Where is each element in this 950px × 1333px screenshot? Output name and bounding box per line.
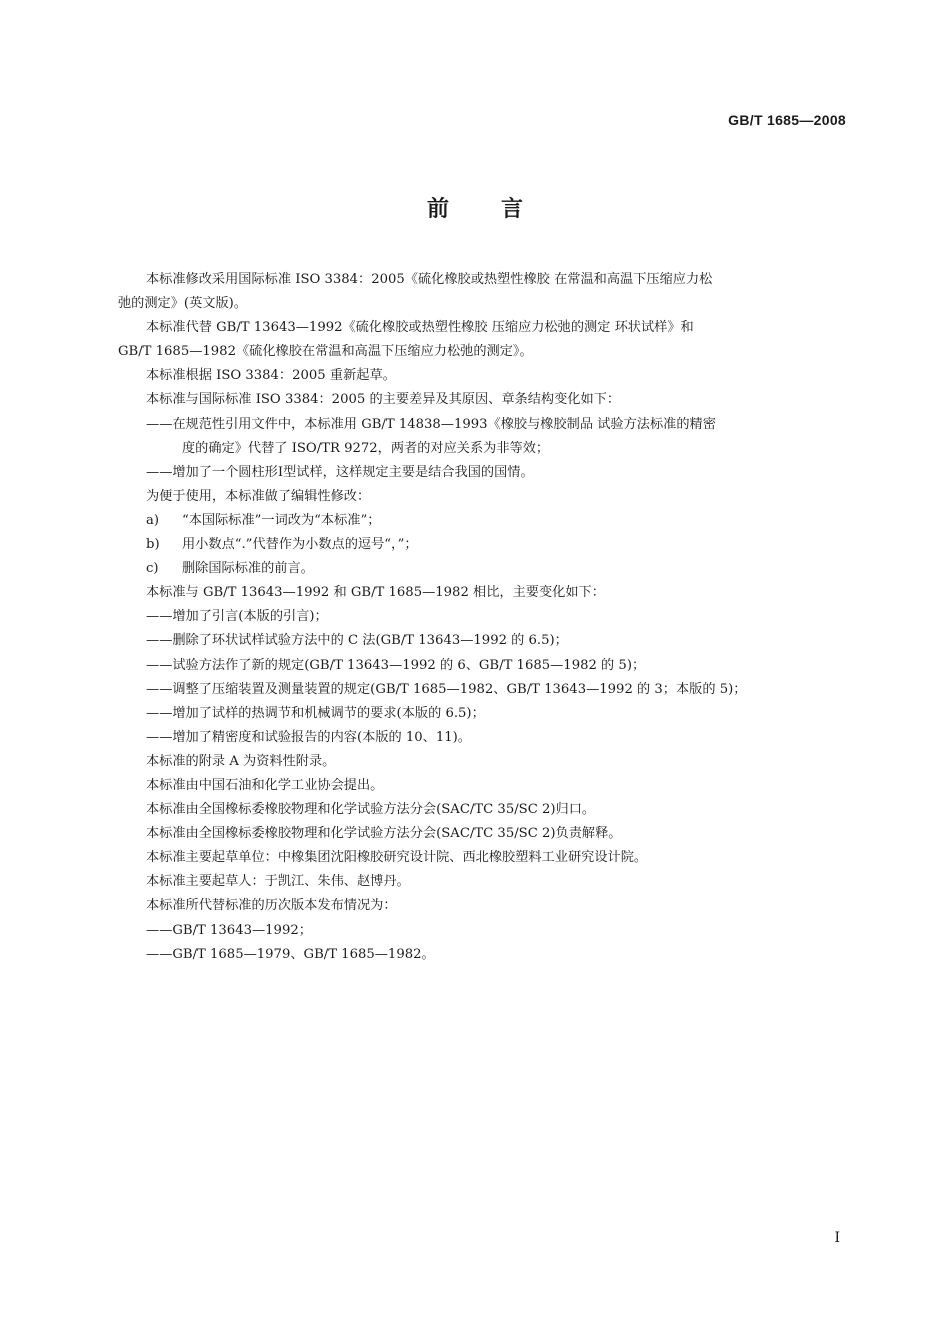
text-line <box>118 581 852 605</box>
text-line <box>118 774 852 798</box>
line-text: ——试验方法作了新的规定(GB/T 13643—1992 的 6、GB/T 1685—1982 的 5)； <box>146 657 646 673</box>
list-label: c) <box>146 561 159 577</box>
text-line <box>118 798 852 822</box>
text-line <box>118 629 852 653</box>
line-text: ——增加了精密度和试验报告的内容(本版的 10、11)。 <box>146 729 471 745</box>
line-text: 本标准根据 ISO 3384：2005 重新起草。 <box>146 368 396 384</box>
line-text: ——增加了一个圆柱形Ⅰ型试样，这样规定主要是结合我国的国情。 <box>146 464 534 480</box>
line-text: 本标准的附录 A 为资料性附录。 <box>146 753 336 769</box>
text-line <box>118 870 852 894</box>
text-line <box>118 292 852 316</box>
list-label: b) <box>146 537 160 553</box>
document-body <box>118 268 852 967</box>
line-text: 本标准所代替标准的历次版本发布情况为： <box>146 898 397 914</box>
line-text: 为便于使用，本标准做了编辑性修改： <box>146 488 371 504</box>
line-text: GB/T 1685—1982《硫化橡胶在常温和高温下压缩应力松弛的测定》。 <box>118 344 533 360</box>
text-line <box>118 413 852 437</box>
text-line <box>118 943 852 967</box>
line-text: ——增加了引言(本版的引言)； <box>146 609 328 625</box>
line-text: 度的确定》代替了 ISO/TR 9272，两者的对应关系为非等效； <box>182 440 550 456</box>
line-text: 弛的测定》(英文版)。 <box>118 296 247 312</box>
page-title: 前言 <box>426 197 575 222</box>
line-text: 本标准代替 GB/T 13643—1992《硫化橡胶或热塑性橡胶 压缩应力松弛的测定 环状试样》和 <box>146 320 694 336</box>
standard-code: GB/T 1685—2008 <box>728 112 846 128</box>
line-text: 本标准主要起草单位：中橡集团沈阳橡胶研究设计院、西北橡胶塑料工业研究设计院。 <box>146 850 648 866</box>
text-line <box>118 605 852 629</box>
text-line <box>118 557 852 581</box>
line-text: 本标准由全国橡标委橡胶物理和化学试验方法分会(SAC/TC 35/SC 2)负责解释。 <box>146 826 622 842</box>
line-text: 本标准与 GB/T 13643—1992 和 GB/T 1685—1982 相比，主要变化如下： <box>146 585 605 601</box>
text-line <box>118 750 852 774</box>
page-number: I <box>834 1230 840 1246</box>
text-line <box>118 340 852 364</box>
line-text: 删除国际标准的前言。 <box>182 561 314 577</box>
text-line <box>118 654 852 678</box>
line-text: ——调整了压缩装置及测量装置的规定(GB/T 1685—1982、GB/T 13643—1992 的 3；本版的 5)； <box>146 681 747 697</box>
text-line <box>118 485 852 509</box>
text-line <box>118 702 852 726</box>
text-line <box>118 268 852 292</box>
text-line <box>118 316 852 340</box>
text-line <box>118 846 852 870</box>
text-line <box>118 437 852 461</box>
text-line <box>118 509 852 533</box>
line-text: 本标准与国际标准 ISO 3384：2005 的主要差异及其原因、章条结构变化如下： <box>146 392 621 408</box>
text-line <box>118 533 852 557</box>
line-text: 本标准由全国橡标委橡胶物理和化学试验方法分会(SAC/TC 35/SC 2)归口。 <box>146 802 596 818</box>
line-text: ——删除了环状试样试验方法中的 C 法(GB/T 13643—1992 的 6.5)； <box>146 633 568 649</box>
line-text: 本标准主要起草人：于凯江、朱伟、赵博丹。 <box>146 874 410 890</box>
line-text: 本标准修改采用国际标准 ISO 3384：2005《硫化橡胶或热塑性橡胶 在常温和高温下压缩应力松 <box>146 272 713 287</box>
line-text: 本标准由中国石油和化学工业协会提出。 <box>146 777 384 793</box>
text-line <box>118 822 852 846</box>
line-text: ——增加了试样的热调节和机械调节的要求(本版的 6.5)； <box>146 705 485 721</box>
line-text: “本国际标准”一词改为“本标准”； <box>182 512 381 528</box>
text-line <box>118 726 852 750</box>
text-line <box>118 364 852 388</box>
text-line <box>118 461 852 485</box>
text-line <box>118 894 852 918</box>
text-line <box>118 388 852 412</box>
line-text: ——GB/T 13643—1992； <box>146 922 312 938</box>
text-line <box>118 919 852 943</box>
line-text: 用小数点“.”代替作为小数点的逗号“，”； <box>182 537 418 553</box>
list-label: a) <box>146 512 160 528</box>
text-line <box>118 678 852 702</box>
line-text: ——GB/T 1685—1979、GB/T 1685—1982。 <box>146 946 435 962</box>
line-text: ——在规范性引用文件中，本标准用 GB/T 14838—1993《橡胶与橡胶制品 试验方法标准的精密 <box>146 416 716 432</box>
